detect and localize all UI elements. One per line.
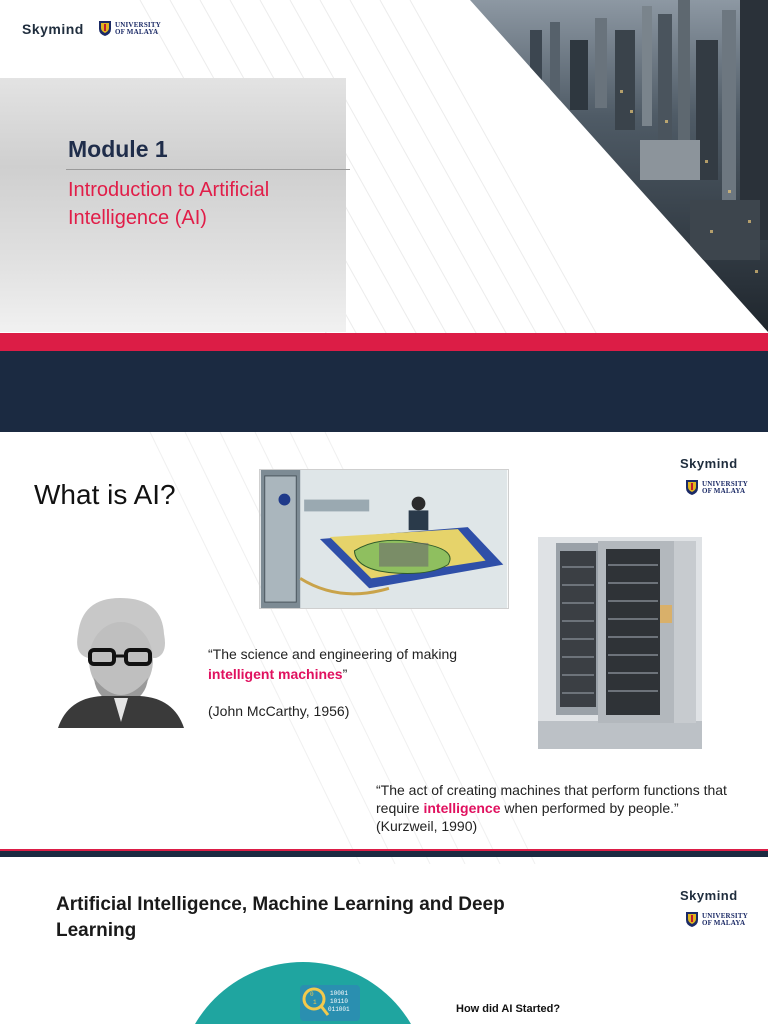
university-of-malaya-logo xyxy=(685,479,748,496)
university-crest-icon xyxy=(685,911,699,928)
module-title: Module 1 xyxy=(68,136,168,162)
university-of-malaya-logo xyxy=(685,911,748,928)
university-name-line2: OF MALAYA xyxy=(702,918,746,927)
alphago-cartoon xyxy=(259,469,509,609)
university-name-line1: UNIVERSITY xyxy=(702,479,748,488)
john-mccarthy-portrait xyxy=(58,594,184,728)
quote-text: “The science and engineering of making xyxy=(208,646,458,662)
what-is-ai-slide xyxy=(0,432,768,864)
university-of-malaya-logo xyxy=(98,20,161,37)
university-name-line1: UNIVERSITY xyxy=(702,911,748,920)
icon-bits-row2: 10110 xyxy=(330,998,349,1005)
title-slide xyxy=(0,0,768,432)
quote-text: “The act of creating machines that perform functions that require xyxy=(376,782,727,816)
highlight-intelligence: intelligence xyxy=(423,800,501,816)
icon-digit-1: 1 xyxy=(313,999,317,1006)
quote-close: ” xyxy=(342,666,348,682)
skymind-logo: Skymind xyxy=(22,21,84,37)
highlight-intelligent-machines: intelligent machines xyxy=(208,666,343,682)
skymind-logo: Skymind xyxy=(680,888,738,903)
icon-bits-row3: 011001 xyxy=(328,1006,350,1013)
binary-search-icon xyxy=(300,985,360,1021)
kurzweil-quote xyxy=(376,781,736,835)
quote-end: when performed by people.” (Kurzweil, 1990) xyxy=(376,800,679,834)
slide-title: What is AI? xyxy=(34,479,176,510)
university-name-line2: OF MALAYA xyxy=(702,486,746,495)
university-name-line2: OF MALAYA xyxy=(115,27,159,36)
section-question: How did AI Started? xyxy=(456,1003,561,1015)
ai-ml-dl-slide xyxy=(0,864,768,1024)
mccarthy-quote xyxy=(208,644,508,684)
slide-title: Artificial Intelligence, Machine Learning and Deep Learning xyxy=(56,894,505,941)
university-crest-icon xyxy=(98,20,112,37)
skymind-logo: Skymind xyxy=(680,456,738,471)
university-name-line1: UNIVERSITY xyxy=(115,20,161,29)
city-skyline-photo xyxy=(470,0,768,332)
title-divider xyxy=(66,169,350,170)
mccarthy-citation: (John McCarthy, 1956) xyxy=(208,703,350,719)
accent-red-bar xyxy=(0,333,768,351)
icon-digit-0: 0 xyxy=(310,991,314,998)
module-subtitle: Introduction to Artificial Intelligence (AI) xyxy=(68,179,270,229)
university-crest-icon xyxy=(685,479,699,496)
icon-bits-row1: 10001 xyxy=(330,990,349,997)
footer-navy-band xyxy=(0,851,768,857)
server-rack-photo xyxy=(538,537,702,749)
footer-navy-band xyxy=(0,351,768,432)
